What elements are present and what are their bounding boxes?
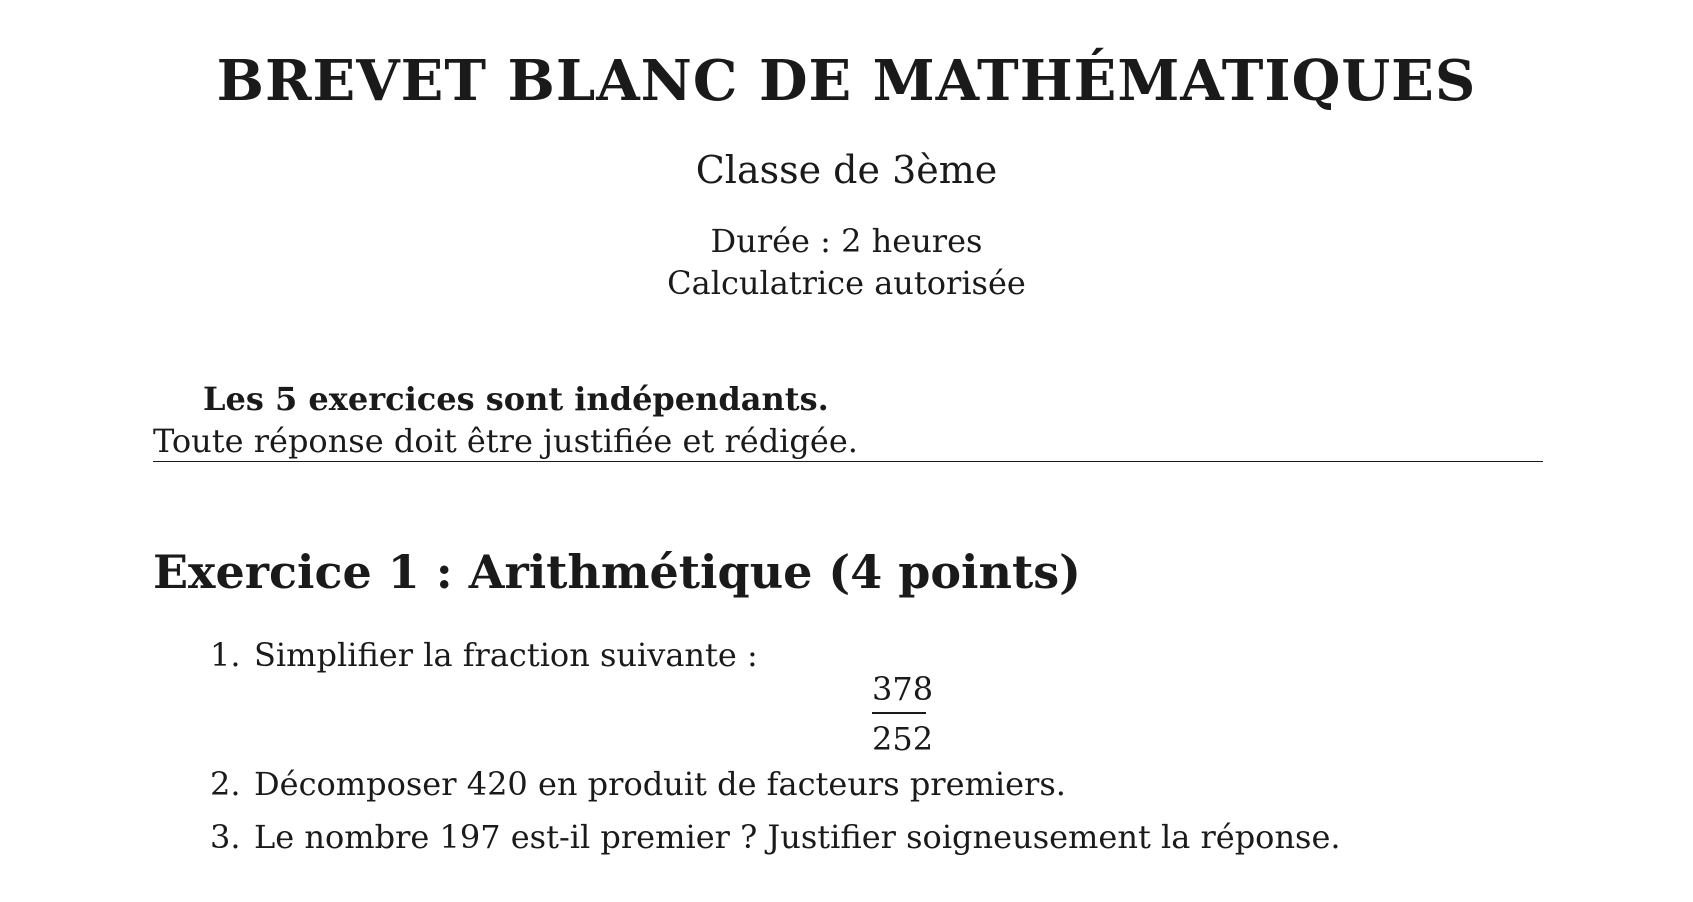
exercise-1-item-3 xyxy=(210,818,1341,856)
exam-info xyxy=(0,220,1693,304)
document-title: BREVET BLANC DE MATHÉMATIQUES xyxy=(216,48,1477,114)
exercise-1-item-2 xyxy=(210,765,1066,803)
fraction-denominator: 252 xyxy=(872,720,934,759)
fraction-bar xyxy=(872,712,926,714)
justification-note: Toute réponse doit être justifiée et rédigée. xyxy=(153,422,858,460)
item-text: Simplifier la fraction suivante : xyxy=(254,636,758,674)
item-text: Le nombre 197 est-il premier ? Justifier soigneusement la réponse. xyxy=(254,818,1341,856)
item-number: 3. xyxy=(210,818,241,856)
item-number: 1. xyxy=(210,636,241,674)
fraction-numerator: 378 xyxy=(872,670,934,708)
exam-duration: Durée : 2 heures xyxy=(710,222,983,260)
horizontal-rule xyxy=(153,461,1543,462)
calculator-note: Calculatrice autorisée xyxy=(667,264,1026,302)
item-text: Décomposer 420 en produit de facteurs premiers. xyxy=(254,765,1066,803)
exercise-1-item-1 xyxy=(210,636,758,674)
item-number: 2. xyxy=(210,765,241,803)
fraction xyxy=(872,670,934,759)
independence-note: Les 5 exercices sont indépendants. xyxy=(203,380,829,418)
exercise-1-title: Exercice 1 : Arithmétique (4 points) xyxy=(153,545,1081,599)
class-level: Classe de 3ème xyxy=(695,148,998,192)
